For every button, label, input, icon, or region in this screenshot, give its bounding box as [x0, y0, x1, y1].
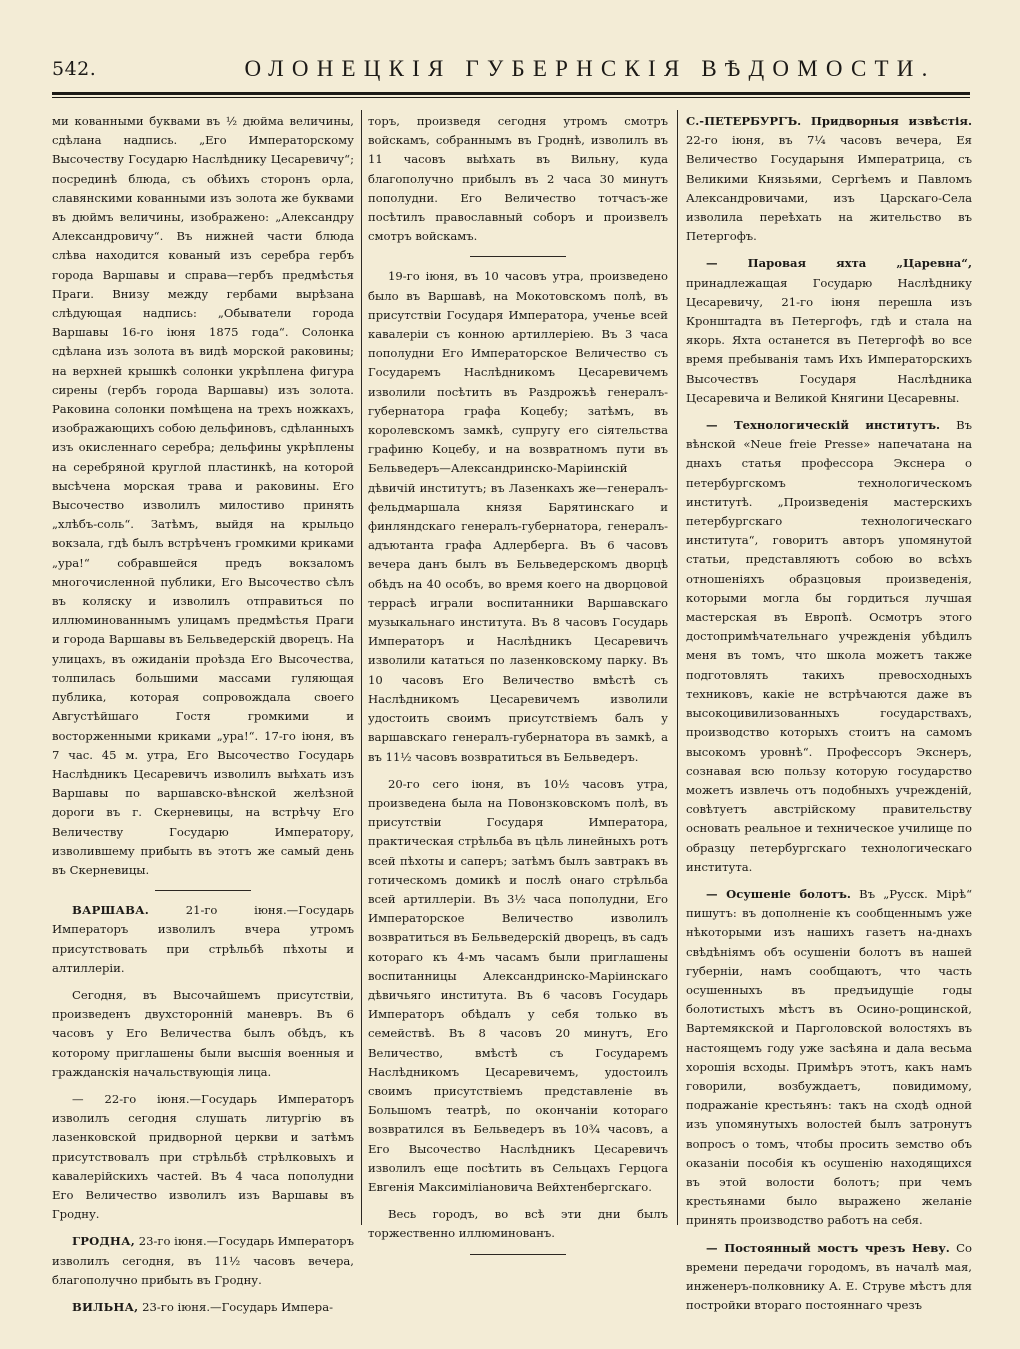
column-divider-1 — [361, 110, 362, 1225]
grodno-text: 23-го іюня.—Государь Императоръ изволилъ сегодня, въ 11½ часовъ вечера, благополучно прибыть въ Гродну. — [52, 1234, 354, 1287]
tech-institute-text: Въ вѣнской «Neue freie Presse» напечатана на днахъ статья профессора Экснера о петербургскомъ технологическомъ институтѣ. „Произведенія мастерскихъ петербургскаго технологическаго института“, говоритъ авторъ упомянутой статьи, представляютъ собою во всѣхъ отношеніяхъ образцовыя произведенія, которыми могла бы гордиться лучшая мастерская въ Европѣ. Осмотръ этого достопримѣчательнаго учрежденія убѣдилъ меня въ томъ, что школа можетъ также подготовлять такихъ превосходныхъ техниковъ, какіе не встрѣчаются даже въ высокоцивилизованныхъ государствахъ, производство которыхъ стоитъ на самомъ высокомъ уровнѣ“. Профессоръ Экснеръ, сознавая всю пользу которую государство можетъ извлечь отъ подобныхъ учрежденій, совѣтуетъ австрійскому правительству основать реальное и техническое училище по образцу петербургскаго технологическаго института. — [686, 418, 972, 874]
column-1 — [52, 112, 354, 1322]
neva-bridge-heading: — Постоянный мостъ чрезъ Неву. — [706, 1240, 950, 1255]
column-divider-2 — [677, 110, 678, 1225]
page-number: 542. — [52, 58, 97, 80]
tech-institute-heading: — Технологическій институтъ. — [706, 418, 941, 433]
spb-text: 22-го іюня, въ 7¼ часовъ вечера, Ея Величество Государыня Императрица, съ Великими Князьями, Сергѣемъ и Павломъ Александровичами, изъ Царскаго-Села изволила переѣхать на жительство въ Петергофъ. — [686, 133, 972, 244]
grodno-heading: ГРОДНА, — [72, 1234, 135, 1249]
warsaw-heading: ВАРШАВА. — [72, 903, 149, 918]
swamp-drainage-heading: — Осушеніе болотъ. — [706, 886, 851, 901]
column-2 — [368, 112, 668, 1322]
article-paragraph: Сегодня, въ Высочайшемъ присутствіи, произведенъ двухсторонній маневръ. Въ 6 часовъ у Его Величества былъ обѣдъ, къ которому приглашены были высшія военныя и гражданскія начальствующія лица. — [52, 987, 354, 1079]
article-paragraph: торъ, произведя сегодня утромъ смотръ войскамъ, собраннымъ въ Гроднѣ, изволилъ въ 11 часовъ выѣхать въ Вильну, куда благополучно прибылъ въ 2 часа 30 минутъ пополудни. Его Величество тотчасъ-же посѣтилъ православный соборъ и произвелъ смотръ войскамъ. — [368, 114, 668, 244]
article-paragraph: ми кованными буквами въ ½ дюйма величины, сдѣлана надпись. „Его Императорскому Высочеству Государю Наслѣднику Цесаревичу“; посрединѣ блюда, съ обѣихъ сторонъ орла, славянскими кованными изъ золота же буквами въ дюймъ величины, изображено: „Александру Александровичу“. Въ нижней части блюда слѣва находится кованый изъ серебра гербъ города Варшавы и справа—гербъ предмѣстья Праги. Внизу между гербами вырѣзана слѣдующая надпись: „Обыватели города Варшавы 16-го іюня 1875 года“. Солонка сдѣлана изъ золота въ видѣ морской раковины; на верхней крышкѣ солонки укрѣплена фигура сирены (гербъ города Варшавы) изъ золота. Раковина солонки помѣщена на трехъ ножкахъ, изображающихъ собою дельфиновъ, сдѣланныхъ изъ окисленнаго серебра; дельфины укрѣплены на серебряной круглой пластинкѣ, на которой высѣчена морская трава и раковины. Его Высочество изволилъ милостиво принять „хлѣбъ-соль“. Затѣмъ, выйдя на крыльцо вокзала, гдѣ былъ встрѣченъ громкими криками „ура!“ собравшейся предъ вокзаломъ многочисленной публики, Его Высочество сѣлъ въ коляску и изволилъ отправиться по иллюминованнымъ улицамъ предмѣстья Праги и города Варшавы въ Бельведерскій дворецъ. На улицахъ, въ ожиданіи проѣзда Его Высочества, толпилась большими массами гуляющая публика, которая сопровождала своего Августѣйшаго Гостя громкими и восторженными криками „ура!“. 17-го іюня, въ 7 час. 45 м. утра, Его Высочество Государь Наслѣдникъ Цесаревичъ изволилъ выѣхать изъ Варшавы по варшавско-вѣнской желѣзной дороги въ г. Скерневицы, на встрѣчу Его Величеству Государю Императору, изволившему прибыть въ этотъ же самый день въ Скерневицы. — [52, 114, 354, 877]
header-rule-thin — [52, 97, 970, 98]
article-paragraph: 20-го сего іюня, въ 10½ часовъ утра, произведена была на Повонзковскомъ полѣ, въ присутствіи Государя Императора, практическая стрѣльба въ цѣль линейныхъ ротъ всей пѣхоты и саперъ; затѣмъ былъ завтракъ въ готическомъ домикѣ и послѣ онаго стрѣльба всей артиллеріи. Въ 3½ часа пополудни, Его Императорское Величество изволилъ возвратиться въ Бельведерскій дворецъ, въ садъ котораго къ 4-мъ часамъ были приглашены воспитанницы Александринско-Маріинскаго дѣвичьяго института. Въ 6 часовъ Государь Императоръ обѣдалъ у себя только въ семействѣ. Въ 8 часовъ 20 минутъ, Его Величество, вмѣстѣ съ Государемъ Наслѣдникомъ Цесаревичемъ, удостоилъ своимъ присутствіемъ представленіе въ Большомъ театрѣ, по окончаніи котораго возвратился въ Бельведеръ въ 10¾ часовъ, а Его Высочество Наслѣдникъ Цесаревичъ изволилъ еще посѣтить въ Сельцахъ Герцога Евгенія Максиміліановича Вейхтенбергскаго. — [368, 776, 668, 1194]
swamp-drainage-text: Въ „Русск. Мірѣ“ пишутъ: въ дополненіе къ сообщеннымъ уже нѣкоторыми изъ нашихъ газетъ на-днахъ свѣдѣніямъ объ осушеніи болотъ въ нашей губерніи, намъ сообщаютъ, что часть осушенныхъ въ предъидущіе годы болотистыхъ мѣстъ въ Осино-рощинской, Вартемякской и Парголовской волостяхъ въ настоящемъ году уже засѣяна и дала весьма хорошія всходы. Примѣръ этотъ, какъ намъ говорили, возбуждаетъ, повидимому, подражаніе крестьянъ: такъ на сходѣ одной изъ упомянутыхъ волостей былъ затронутъ вопросъ о томъ, чтобы просить земство объ оказаніи пособія къ осушенію находящихся въ этой волости болотъ; при чемъ крестьянами было выражено желаніе принять производство работъ на себя. — [686, 886, 972, 1228]
page-header — [52, 56, 970, 88]
vilna-report — [52, 1298, 354, 1317]
swamp-drainage-report — [686, 885, 972, 1231]
header-rule-thick — [52, 92, 970, 95]
article-paragraph: 19-го іюня, въ 10 часовъ утра, произведено было въ Варшавѣ, на Мокотовскомъ полѣ, въ присутствіи Государя Императора, ученье всей кавалеріи съ конною артиллеріею. Въ 3 часа пополудни Его Императорское Величество съ Государемъ Наслѣдникомъ Цесаревичемъ изволили посѣтить въ Раздрожъѣ генералъ-губернатора графа Коцебу; затѣмъ, въ королевскомъ замкѣ, супругу его сіятельства графиню Коцебу, и на возвратномъ пути въ Бельведеръ—Александринско-Маріинскій дѣвичій институтъ; въ Лазенкахъ же—генералъ-фельдмаршала князя Барятинскаго и финляндскаго генералъ-губернатора, генералъ-адъютанта графа Адлерберга. Въ 6 часовъ вечера данъ былъ въ Бельведерскомъ дворцѣ обѣдъ на 40 особъ, во время коего на дворцовой террасѣ играли воспитанники Варшавскаго музыкальнаго института. Въ 8 часовъ Государь Императоръ и Наслѣдникъ Цесаревичъ изволили кататься по лазенковскому парку. Въ 10 часовъ Его Величество вмѣстѣ съ Наслѣдникомъ Цесаревичемъ изволили удостоить своимъ присутствіемъ балъ у варшавскаго генералъ-губернатора въ замкѣ, а въ 11½ часовъ возвратиться въ Бельведеръ. — [368, 269, 668, 764]
journal-title: ОЛОНЕЦКІЯ ГУБЕРНСКІЯ ВѢДОМОСТИ. — [244, 56, 936, 81]
yacht-report — [686, 254, 972, 408]
vilna-text: 23-го іюня.—Государь Импера- — [142, 1299, 334, 1314]
article-paragraph: Весь городъ, во всѣ эти дни былъ торжественно иллюминованъ. — [368, 1207, 668, 1241]
article-separator — [155, 890, 251, 891]
article-separator — [470, 256, 566, 257]
yacht-text: принадлежащая Государю Наслѣднику Цесаревичу, 21-го іюня перешла изъ Кронштадта въ Петергофъ, гдѣ и стала на якорь. Яхта останется въ Петергофѣ во все время пребыванія тамъ Ихъ Императорскихъ Высочествъ Государя Наслѣдника Цесаревича и Великой Княгини Цесаревны. — [686, 275, 972, 405]
vilna-heading: ВИЛЬНА, — [72, 1299, 139, 1314]
article-separator — [470, 1254, 566, 1255]
spb-report — [686, 112, 972, 246]
column-3 — [686, 112, 972, 1322]
tech-institute-report — [686, 416, 972, 877]
warsaw-report — [52, 901, 354, 978]
grodno-report — [52, 1232, 354, 1290]
yacht-heading: — Паровая яхта „Царевна“, — [706, 256, 972, 271]
warsaw-text: 21-го іюня.—Государь Императоръ изволилъ вчера утромъ присутствовать при стрѣльбѣ пѣхоты и алтиллеріи. — [52, 903, 354, 975]
article-paragraph: — 22-го іюня.—Государь Императоръ изволилъ сегодня слушать литургію въ лазенковской придворной церкви и затѣмъ присутствовалъ при стрѣльбѣ стрѣлковыхъ и кавалерійскихъ частей. Въ 4 часа пополудни Его Величество изволилъ изъ Варшавы въ Гродну. — [52, 1091, 354, 1222]
spb-heading: С.-ПЕТЕРБУРГЪ. Придворныя извѣстія. — [686, 114, 972, 128]
neva-bridge-text: Со времени передачи городомъ, въ началѣ мая, инженеръ-полковнику А. Е. Струве мѣстъ для постройки втораго постояннаго чрезъ — [686, 1240, 972, 1313]
neva-bridge-report — [686, 1239, 972, 1316]
